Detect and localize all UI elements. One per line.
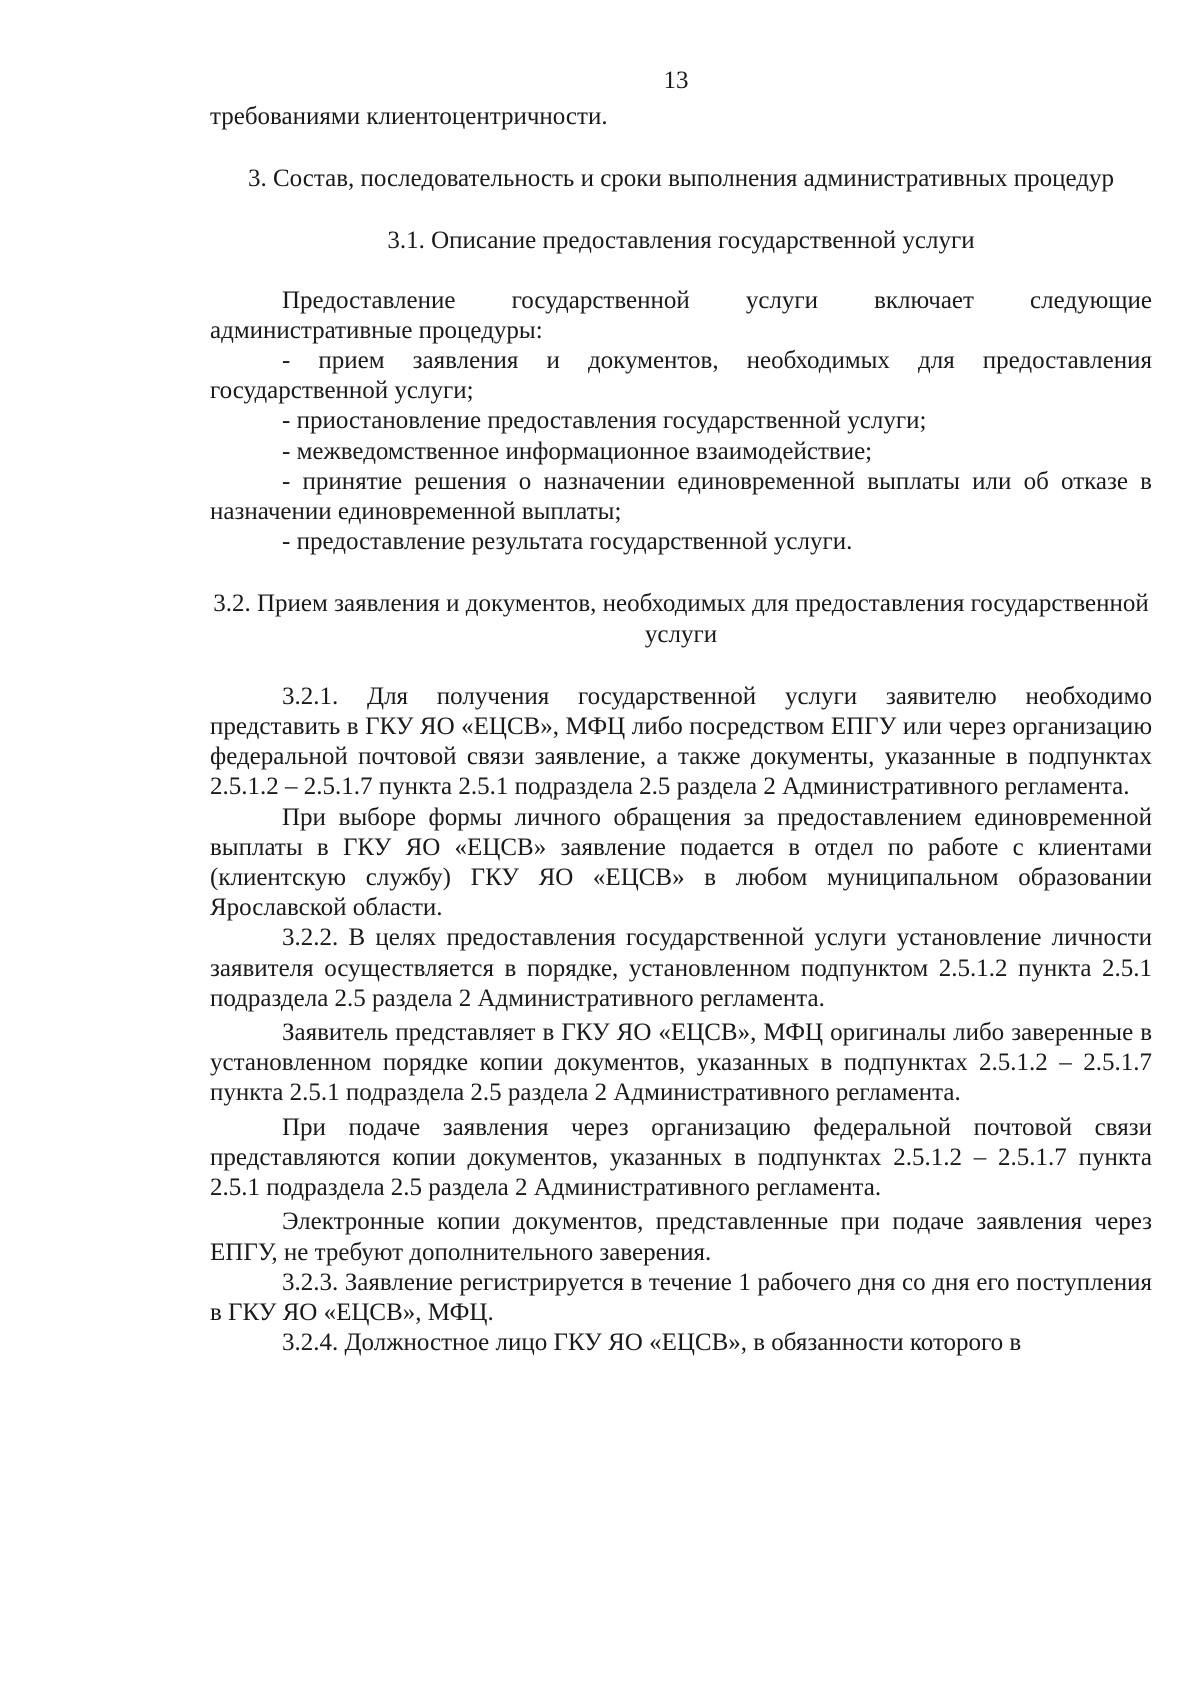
document-body bbox=[210, 102, 1152, 1358]
paragraph-personal-appeal: При выборе формы личного обращения за предоставлением единовременной выплаты в ГКУ ЯО «ЕЦСВ» заявление подается в отдел по работе с клиентами (клиентскую службу) ГКУ ЯО «ЕЦСВ» в любом муниципальном образовании Ярославской области. bbox=[210, 803, 1152, 922]
paragraph-postal: При подаче заявления через организацию федеральной почтовой связи представляются копии документов, указанных в подпунктах 2.5.1.2 – 2.5.1.7 пункта 2.5.1 подраздела 2.5 раздела 2 Административного регламента. bbox=[210, 1113, 1152, 1202]
continuation-text: требованиями клиентоцентричности. bbox=[210, 103, 608, 130]
paragraph-3-2-4: 3.2.4. Должностное лицо ГКУ ЯО «ЕЦСВ», в обязанности которого в bbox=[282, 1329, 1022, 1357]
list-item-procedure: - предоставление результата государственной услуги. bbox=[282, 528, 853, 556]
paragraph-originals: Заявитель представляет в ГКУ ЯО «ЕЦСВ», МФЦ оригиналы либо заверенные в установленном порядке копии документов, указанных в подпунктах 2.5.1.2 – 2.5.1.7 пункта 2.5.1 подраздела 2.5 раздела 2 Административного регламента. bbox=[210, 1019, 1152, 1107]
list-item-procedure: - приостановление предоставления государственной услуги; bbox=[282, 407, 927, 435]
paragraph-3-2-3: 3.2.3. Заявление регистрируется в течение 1 рабочего дня со дня его поступления в ГКУ ЯО «ЕЦСВ», МФЦ. bbox=[210, 1268, 1152, 1326]
page-number: 13 bbox=[663, 67, 689, 94]
list-item-procedure: - межведомственное информационное взаимодействие; bbox=[282, 437, 873, 465]
list-item-procedure: - принятие решения о назначении единовременной выплаты или об отказе в назначении единовременной выплаты; bbox=[210, 467, 1152, 526]
section-3-2-title: 3.2. Прием заявления и документов, необходимых для предоставления государственной услуги bbox=[213, 590, 1149, 648]
list-item-procedure: - прием заявления и документов, необходимых для предоставления государственной услуги; bbox=[210, 347, 1152, 405]
paragraph-electronic-copies: Электронные копии документов, представленные при подаче заявления через ЕПГУ, не требуют дополнительного заверения. bbox=[210, 1208, 1152, 1266]
section-3-title: 3. Состав, последовательность и сроки выполнения административных процедур bbox=[247, 165, 1114, 193]
paragraph-3-2-2: 3.2.2. В целях предоставления государственной услуги установление личности заявителя осуществляется в порядке, установленном подпунктом 2.5.1.2 пункта 2.5.1 подраздела 2.5 раздела 2 Административного регламента. bbox=[210, 924, 1152, 1012]
paragraph-3-2-1: 3.2.1. Для получения государственной услуги заявителю необходимо представить в ГКУ ЯО «ЕЦСВ», МФЦ либо посредством ЕПГУ или через организацию федеральной почтовой связи заявление, а также документы, указанные в подпунктах 2.5.1.2 – 2.5.1.7 пункта 2.5.1 подраздела 2.5 раздела 2 Административного регламента. bbox=[210, 682, 1152, 801]
paragraph-procedures-intro: Предоставление государственной услуги включает следующие административные процедуры: bbox=[210, 286, 1152, 344]
section-3-1-title: 3.1. Описание предоставления государственной услуги bbox=[387, 227, 975, 255]
